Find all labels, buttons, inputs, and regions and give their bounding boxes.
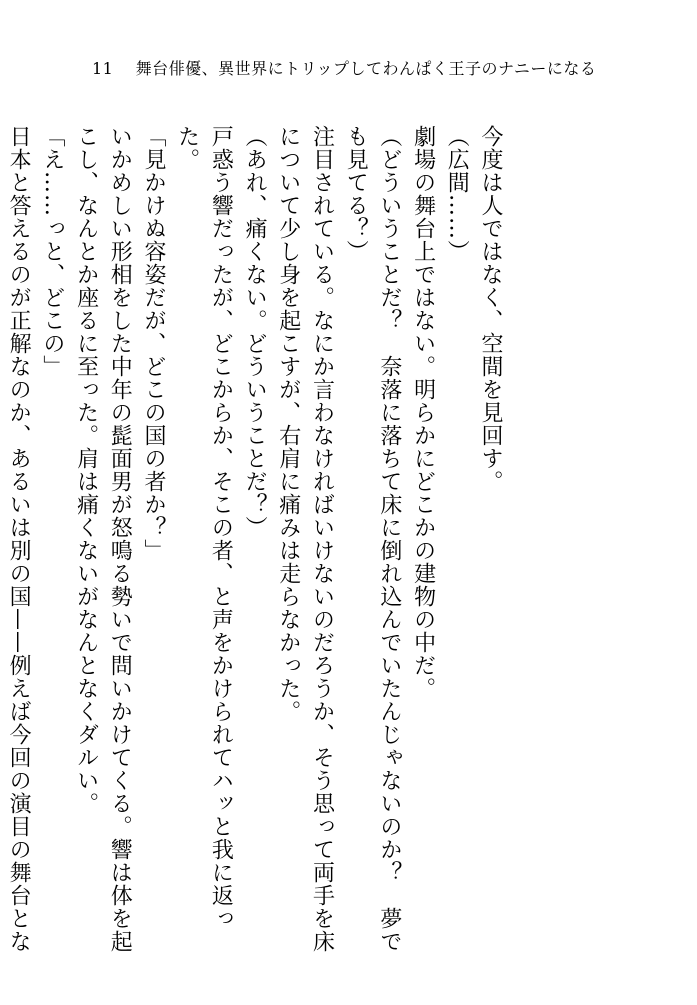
paragraph: （あれ、痛くない。どういうことだ？）: [242, 125, 268, 539]
paragraph: 劇場の舞台上ではない。明らかにどこかの建物の中だ。: [410, 125, 436, 700]
paragraph: 注目されている。なにか言わなければいけないのだろうか、そう思って両手を床について少し身を起こすが、右肩に痛みは走らなかった。: [275, 125, 335, 953]
vertical-body-text: [0, 125, 507, 955]
paragraph: 今度は人ではなく、空間を見回す。: [478, 125, 503, 493]
paragraph: 「見かけぬ容姿だが、どこの国の者か？」: [140, 125, 166, 562]
paragraph: （どういうことだ？ 奈落に落ちて床に倒れ込んでいたんじゃないのか？ 夢でも見てる？）: [343, 125, 402, 953]
paragraph: 「え……っと、どこの」: [39, 125, 65, 378]
book-title: 舞台俳優、異世界にトリップしてわんぱく王子のナニーになる: [135, 59, 597, 78]
paragraph: （広間……）: [444, 125, 470, 263]
paragraph: 日本と答えるのが正解なのか、あるいは別の国——例えば今回の演目の舞台とな: [6, 125, 32, 953]
running-header: [92, 56, 596, 79]
page-number: 11: [92, 59, 114, 78]
paragraph: いかめしい形相をした中年の髭面男が怒鳴る勢いで問いかけてくる。響は体を起こし、なんとか座るに至った。肩は痛くないがなんとなくダルい。: [73, 125, 133, 953]
paragraph: 戸惑う響だったが、どこからか、そこの者、と声をかけられてハッと我に返った。: [174, 125, 234, 930]
